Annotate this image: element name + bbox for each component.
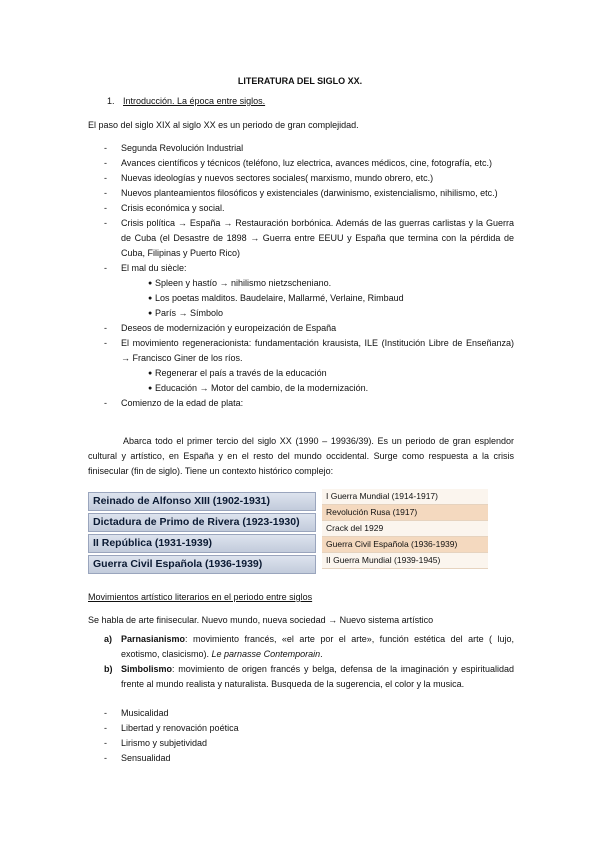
list-item: - Libertad y renovación poética [104, 721, 514, 736]
edad-de-plata-paragraph: Abarca todo el primer tercio del siglo XX (1990 – 19936/39). Es un periodo de gran esplendor cultural y artístico, en España y en el resto del mundo occidental. Surge como respuesta a la crisis finisecular (fin de siglo). Tiene un contexto histórico complejo: [88, 436, 514, 476]
list-item: - Nuevas ideologías y nuevos sectores sociales( marxismo, mundo obrero, etc.) [104, 171, 514, 186]
intro-paragraph: El paso del siglo XIX al siglo XX es un periodo de gran complejidad. [88, 120, 359, 130]
list-item: - Avances científicos y técnicos (teléfono, luz electrica, avances médicos, cine, fotografía, etc.) [104, 156, 514, 171]
section-number: 1. [107, 96, 115, 106]
list-item [104, 261, 514, 321]
list-item-label: El movimiento regeneracionista: fundamentación krausista, ILE (Institución Libre de Enseñanza) → Francisco Giner de los ríos. [121, 338, 514, 363]
page-title: LITERATURA DEL SIGLO XX. [237, 76, 363, 86]
work-title: Le parnasse Contemporain [211, 649, 321, 659]
table-cell: Revolución Rusa (1917) [322, 505, 488, 521]
movement-term: Parnasianismo [121, 634, 186, 644]
list-item: - Segunda Revolución Industrial [104, 141, 514, 156]
table-cell: Crack del 1929 [322, 521, 488, 537]
punctuation: . [320, 649, 323, 659]
finisecular-paragraph: Se habla de arte finisecular. Nuevo mundo, nueva sociedad → Nuevo sistema artístico [88, 615, 434, 625]
world-history-table [322, 489, 488, 569]
sublist-mal-du-siecle [121, 276, 514, 321]
sublist-item: ● Educación → Motor del cambio, de la modernización. [121, 381, 514, 396]
list-item: - Sensualidad [104, 751, 514, 766]
sublist-item: ● París → Símbolo [121, 306, 514, 321]
list-item-label: El mal du siècle: [121, 263, 187, 273]
list-item: - Comienzo de la edad de plata: [104, 396, 514, 411]
movement-item [104, 662, 514, 692]
movements-list [104, 632, 514, 692]
movement-text: : movimiento de origen francés y belga, defensa de la imaginación y espiritualidad frente al mundo realista y naturalista. Busqueda de la sugerencia, el color y la musica. [121, 664, 514, 689]
table-cell: II República (1931-1939) [88, 534, 316, 553]
section-heading-intro [107, 94, 265, 109]
spain-history-table [88, 492, 316, 576]
item-marker: b) [104, 664, 113, 674]
movement-item [104, 632, 514, 662]
sublist-item: ● Spleen y hastío → nihilismo nietzscheniano. [121, 276, 514, 291]
item-marker: a) [104, 634, 113, 644]
table-cell: II Guerra Mundial (1939-1945) [322, 553, 488, 569]
list-item: - Lirismo y subjetividad [104, 736, 514, 751]
context-list [104, 141, 514, 411]
list-item: - Deseos de modernización y europeización de España [104, 321, 514, 336]
table-cell: I Guerra Mundial (1914-1917) [322, 489, 488, 505]
list-item: - Musicalidad [104, 706, 514, 721]
table-cell: Dictadura de Primo de Rivera (1923-1930) [88, 513, 316, 532]
sublist-item: ● Regenerar el país a través de la educación [121, 366, 514, 381]
simbolismo-list [104, 706, 514, 766]
table-cell: Reinado de Alfonso XIII (1902-1931) [88, 492, 316, 511]
list-item: - Crisis económica y social. [104, 201, 514, 216]
section-label: Introducción. La época entre siglos. [123, 96, 266, 106]
list-item: - Nuevos planteamientos filosóficos y existenciales (darwinismo, existencialismo, nihilismo, etc.) [104, 186, 514, 201]
list-item [104, 336, 514, 396]
movement-term: Simbolismo [121, 664, 173, 674]
table-cell: Guerra Civil Española (1936-1939) [322, 537, 488, 553]
movement-text: : movimiento francés, «el arte por el arte», función estética del arte ( lujo, exotismo, clasicismo). [121, 634, 514, 659]
section-heading-movimientos: Movimientos artístico literarios en el periodo entre siglos [88, 592, 313, 602]
table-cell: Guerra Civil Española (1936-1939) [88, 555, 316, 574]
sublist-item: ● Los poetas malditos. Baudelaire, Mallarmé, Verlaine, Rimbaud [121, 291, 514, 306]
list-item: - Crisis política → España → Restauración borbónica. Además de las guerras carlistas y la Guerra de Cuba (el Desastre de 1898 → Guerra entre EEUU y España que termina con la pérdida de Cuba, Filipinas y Puerto Rico) [104, 216, 514, 261]
sublist-regen [121, 366, 514, 396]
